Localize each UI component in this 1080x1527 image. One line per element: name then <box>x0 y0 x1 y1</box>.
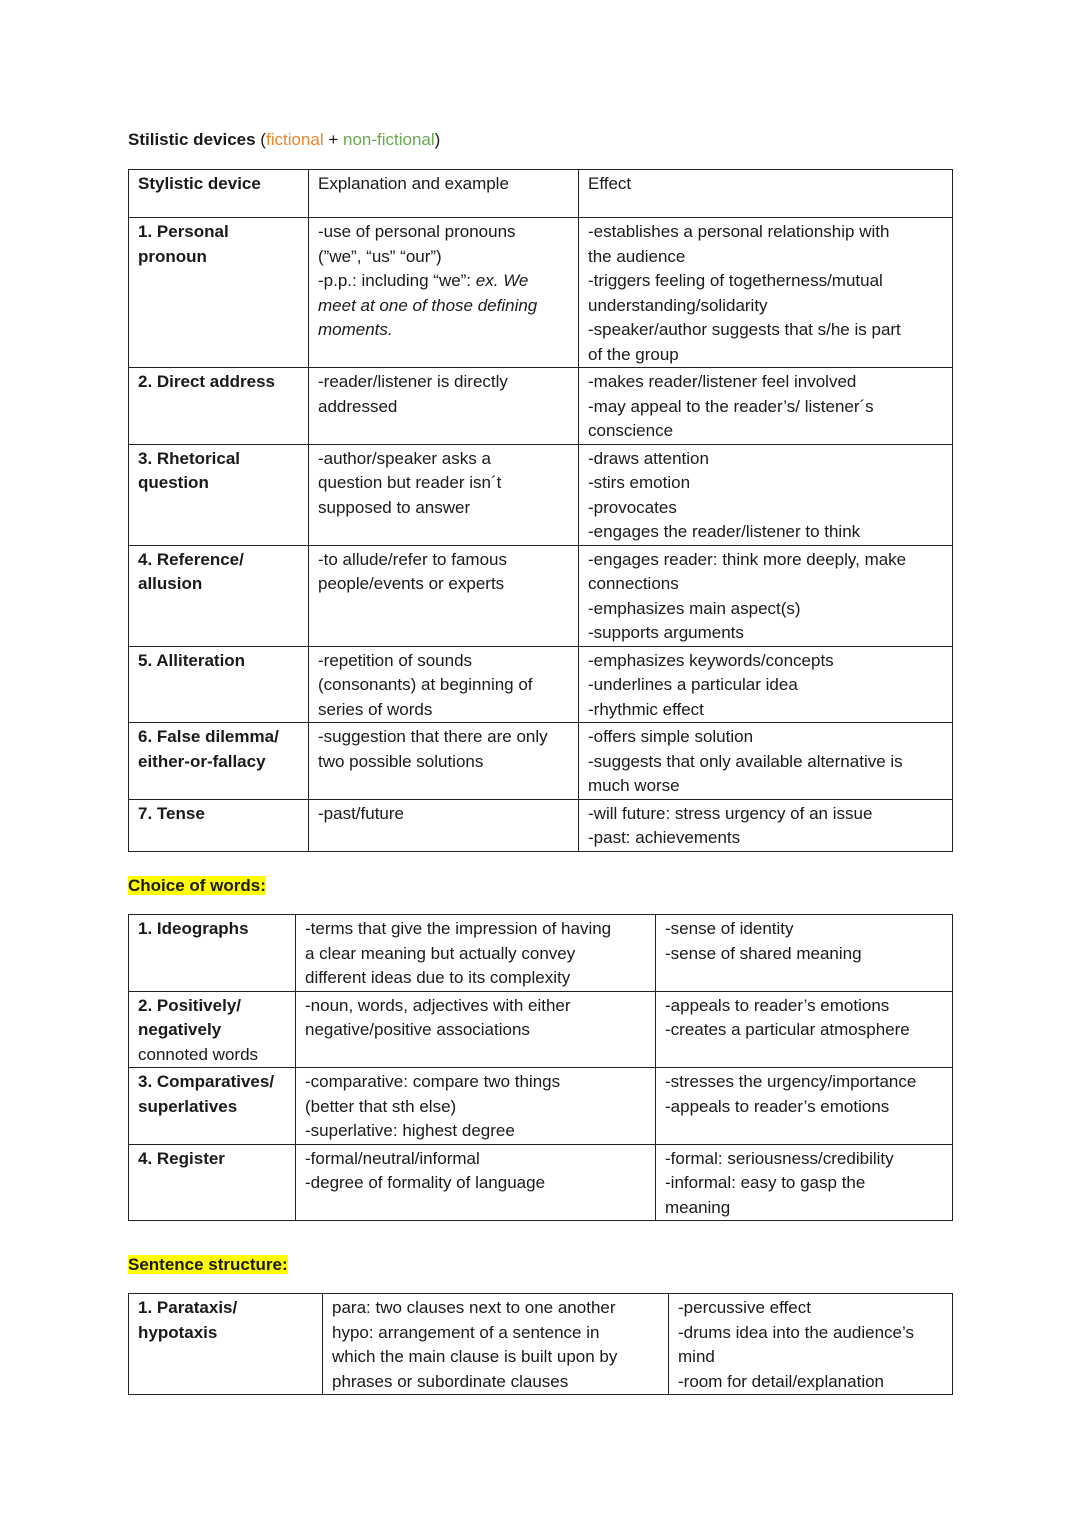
choice-of-words-title: Choice of words: <box>128 876 266 895</box>
header-explanation: Explanation and example <box>309 170 579 218</box>
heading-nonfictional-label: non-fictional <box>342 130 435 149</box>
table-row <box>129 723 953 800</box>
effect-cell: -makes reader/listener feel involved -may appeal to the reader’s/ listener´s conscience <box>579 368 953 445</box>
device-cell: 3. Comparatives/ superlatives <box>129 1068 296 1145</box>
device-bold-text: 2. Positively/ negatively <box>138 995 241 1039</box>
heading-main-text: Stilistic devices <box>128 130 256 149</box>
device-cell: 1. Ideographs <box>129 915 296 992</box>
device-cell: 1. Personal pronoun <box>129 218 309 368</box>
heading-open-paren: ( <box>255 130 266 149</box>
device-cell <box>129 991 296 1068</box>
choice-of-words-table <box>128 914 953 1221</box>
effect-cell: -appeals to reader’s emotions -creates a particular atmosphere <box>656 991 953 1068</box>
device-cell: 6. False dilemma/ either-or-fallacy <box>129 723 309 800</box>
effect-cell: -sense of identity -sense of shared meaning <box>656 915 953 992</box>
table-row <box>129 545 953 646</box>
device-cell: 7. Tense <box>129 799 309 851</box>
table-header-row <box>129 170 953 218</box>
heading-fictional-label: fictional <box>265 130 324 149</box>
effect-cell: -formal: seriousness/credibility -informal: easy to gasp the meaning <box>656 1144 953 1221</box>
explanation-text: -use of personal pronouns (”we”, “us” “our”) -p.p.: including “we”: <box>318 222 516 290</box>
table-row <box>129 444 953 545</box>
example-text: ex. We meet at one of those defining moments. <box>318 271 538 339</box>
explanation-cell: -to allude/refer to famous people/events or experts <box>309 545 579 646</box>
effect-cell: -engages reader: think more deeply, make connections -emphasizes main aspect(s) -supports arguments <box>579 545 953 646</box>
device-cell: 4. Register <box>129 1144 296 1221</box>
explanation-cell: -noun, words, adjectives with either negative/positive associations <box>296 991 656 1068</box>
table-row <box>129 1144 953 1221</box>
table-row <box>129 368 953 445</box>
table-row <box>129 799 953 851</box>
heading-close-paren: ) <box>434 130 441 149</box>
explanation-cell: -terms that give the impression of having a clear meaning but actually convey different ideas due to its complexity <box>296 915 656 992</box>
stylistic-devices-table <box>128 169 953 852</box>
explanation-cell: -author/speaker asks a question but reader isn´t supposed to answer <box>309 444 579 545</box>
stylistic-devices-heading <box>128 129 440 151</box>
heading-plus-sign: + <box>323 130 343 149</box>
device-plain-text: connoted words <box>138 1044 259 1064</box>
explanation-cell: -reader/listener is directly addressed <box>309 368 579 445</box>
effect-cell: -will future: stress urgency of an issue -past: achievements <box>579 799 953 851</box>
choice-of-words-heading <box>128 875 266 897</box>
explanation-cell: -suggestion that there are only two possible solutions <box>309 723 579 800</box>
header-effect: Effect <box>579 170 953 218</box>
table-row <box>129 1068 953 1145</box>
device-cell: 4. Reference/ allusion <box>129 545 309 646</box>
device-cell: 1. Parataxis/ hypotaxis <box>129 1294 323 1395</box>
header-stylistic-device: Stylistic device <box>129 170 309 218</box>
sentence-structure-title: Sentence structure: <box>128 1255 288 1274</box>
table-row <box>129 218 953 368</box>
effect-cell: -percussive effect -drums idea into the audience’s mind -room for detail/explanation <box>669 1294 953 1395</box>
effect-cell: -draws attention -stirs emotion -provocates -engages the reader/listener to think <box>579 444 953 545</box>
effect-cell: -establishes a personal relationship with the audience -triggers feeling of togetherness/mutual understanding/solidarity -speaker/author suggests that s/he is part of the group <box>579 218 953 368</box>
explanation-cell: para: two clauses next to one another hypo: arrangement of a sentence in which the main clause is built upon by phrases or subordinate clauses <box>323 1294 669 1395</box>
explanation-cell: -repetition of sounds (consonants) at beginning of series of words <box>309 646 579 723</box>
effect-cell: -offers simple solution -suggests that only available alternative is much worse <box>579 723 953 800</box>
explanation-cell: -formal/neutral/informal -degree of formality of language <box>296 1144 656 1221</box>
table-row <box>129 646 953 723</box>
effect-cell: -stresses the urgency/importance -appeals to reader’s emotions <box>656 1068 953 1145</box>
table-row <box>129 915 953 992</box>
explanation-cell: -comparative: compare two things (better that sth else) -superlative: highest degree <box>296 1068 656 1145</box>
device-cell: 2. Direct address <box>129 368 309 445</box>
table-row <box>129 991 953 1068</box>
device-cell: 3. Rhetorical question <box>129 444 309 545</box>
explanation-cell: -past/future <box>309 799 579 851</box>
effect-cell: -emphasizes keywords/concepts -underlines a particular idea -rhythmic effect <box>579 646 953 723</box>
device-cell: 5. Alliteration <box>129 646 309 723</box>
sentence-structure-heading <box>128 1254 288 1276</box>
table-row <box>129 1294 953 1395</box>
explanation-cell <box>309 218 579 368</box>
sentence-structure-table <box>128 1293 953 1395</box>
